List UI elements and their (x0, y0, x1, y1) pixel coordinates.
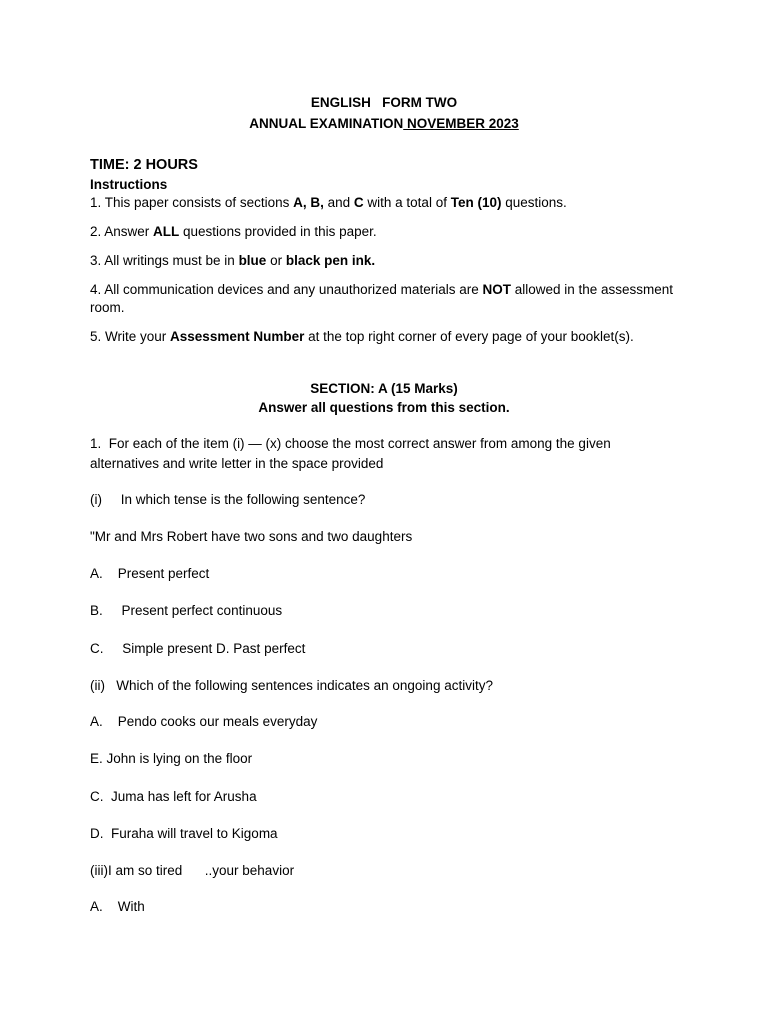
instruction-text: questions provided in this paper. (179, 224, 377, 239)
question-1-text-continued: alternatives and write letter in the space provided (90, 456, 384, 471)
instruction-text: or (266, 253, 286, 268)
instruction-text: questions. (501, 195, 567, 210)
answer-option: A. Pendo cooks our meals everyday (90, 714, 318, 729)
instruction-2 (90, 223, 377, 241)
answer-option: A. With (90, 899, 145, 914)
instruction-1 (90, 194, 567, 212)
exam-duration: TIME: 2 HOURS (90, 157, 198, 173)
answer-option: C. Simple present D. Past perfect (90, 641, 306, 656)
answer-option: E. John is lying on the floor (90, 751, 253, 766)
exam-date: NOVEMBER 2023 (403, 116, 519, 131)
instruction-text: allowed in the assessment (510, 282, 674, 297)
instruction-bold: A, B, (293, 195, 324, 210)
instruction-text: and (323, 195, 354, 210)
exam-title: ENGLISH FORM TWO (310, 95, 458, 110)
question-item: (ii) Which of the following sentences indicates an ongoing activity? (90, 678, 493, 693)
instruction-bold: Assessment Number (170, 329, 305, 344)
instruction-text: 4. All communication devices and any unauthorized materials are (90, 282, 483, 297)
section-a-title: SECTION: A (15 Marks) (310, 381, 458, 396)
instruction-bold: C (353, 195, 364, 210)
exam-name: ANNUAL EXAMINATION (249, 116, 404, 131)
instruction-5 (90, 328, 634, 346)
question-sentence: "Mr and Mrs Robert have two sons and two daughters (90, 529, 413, 544)
instruction-bold: blue (238, 253, 267, 268)
question-item: (iii)I am so tired ..your behavior (90, 863, 295, 878)
instruction-bold: Ten (10) (450, 195, 502, 210)
instruction-text: at the top right corner of every page of your booklet(s). (304, 329, 634, 344)
instruction-bold: ALL (153, 224, 180, 239)
instruction-text: 3. All writings must be in (90, 253, 239, 268)
instruction-text: 5. Write your (90, 329, 171, 344)
instruction-4 (90, 281, 673, 299)
instruction-bold: black pen ink. (285, 253, 376, 268)
question-item: (i) In which tense is the following sentence? (90, 492, 366, 507)
answer-option: D. Furaha will travel to Kigoma (90, 826, 278, 841)
instruction-text: with a total of (363, 195, 451, 210)
exam-subtitle (0, 115, 768, 133)
section-a-subtitle: Answer all questions from this section. (258, 400, 510, 415)
question-1-text: 1. For each of the item (i) — (x) choose the most correct answer from among the given (90, 436, 611, 451)
instruction-bold: NOT (482, 282, 511, 297)
answer-option: A. Present perfect (90, 566, 210, 581)
instruction-text: 2. Answer (90, 224, 154, 239)
answer-option: B. Present perfect continuous (90, 603, 283, 618)
instruction-3 (90, 252, 375, 270)
instruction-text: 1. This paper consists of sections (90, 195, 294, 210)
instructions-heading: Instructions (90, 177, 168, 192)
answer-option: C. Juma has left for Arusha (90, 789, 257, 804)
instruction-4-continued: room. (90, 300, 125, 315)
